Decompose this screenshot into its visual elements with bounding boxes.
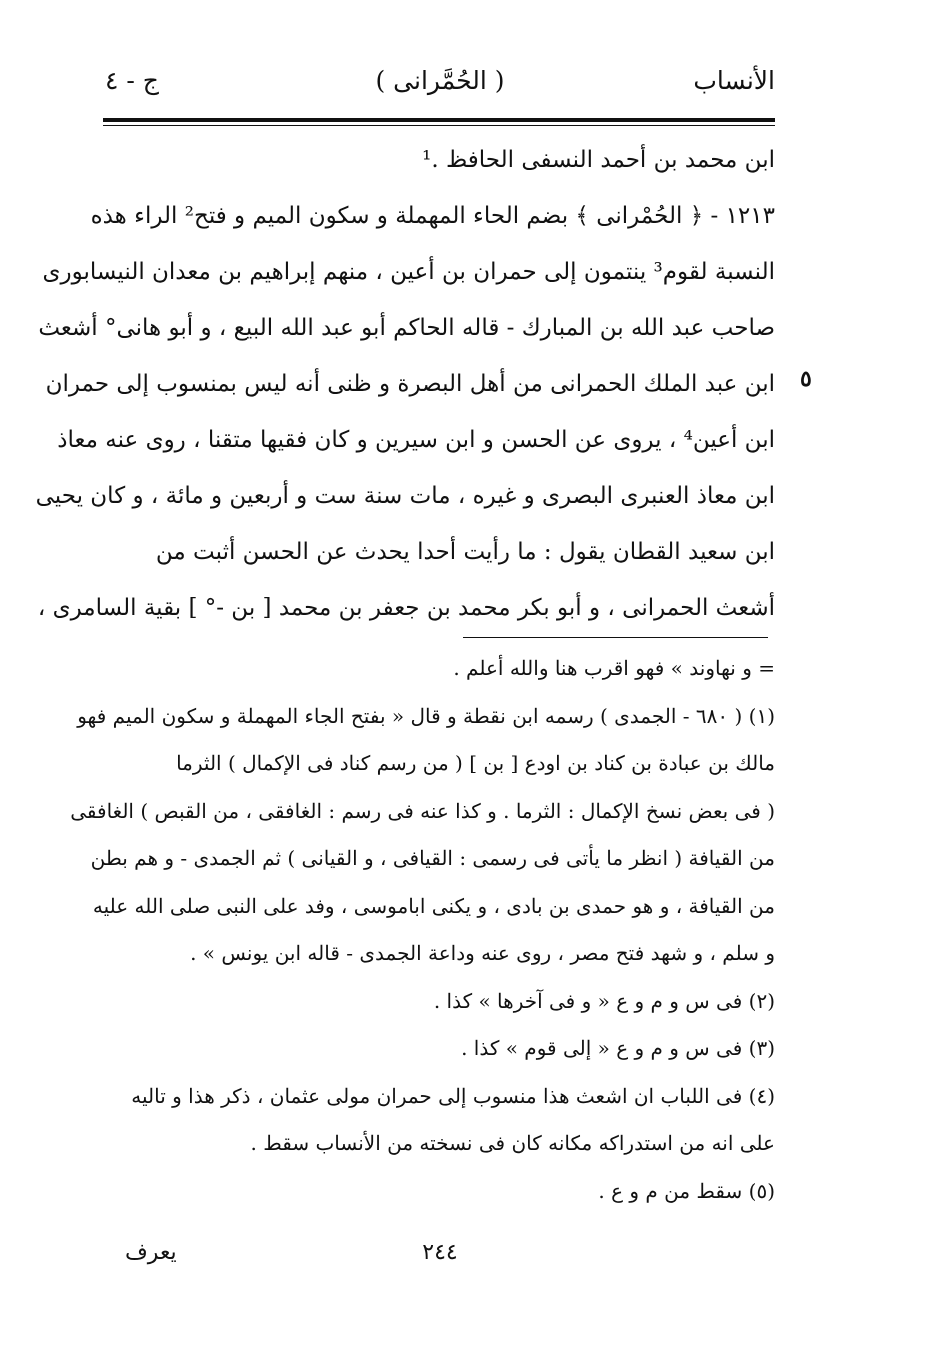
text-line: ابن محمد بن أحمد النسفى الحافظ .¹: [422, 147, 775, 173]
margin-line-number: ٥: [800, 366, 812, 392]
footnote-line: مالك بن عبادة بن كناد بن اودع [ بن ] ( من رسم كناد فى الإكمال ) الثرما: [176, 751, 775, 775]
header-rule-thin: [103, 125, 775, 126]
footnote-line: ( فى بعض نسخ الإكمال : الثرما . و كذا عنه فى رسم : الغافقى ، من القبص ) الغافقى: [70, 798, 775, 823]
book-title: الأنساب: [693, 66, 775, 95]
footnote-line: من القيافة ( انظر ما يأتى فى رسمى : القيافى ، و القيانى ) ثم الجمدى - و هم بطن: [90, 846, 775, 870]
text-line: ١٢١٣ - ﴿ الحُمْرانى ﴾ بضم الحاء المهملة و سكون الميم و فتح² الراء هذه: [90, 203, 775, 229]
text-line: أشعث الحمرانى ، و أبو بكر محمد بن جعفر بن محمد [ بن -° ] بقية السامرى ،: [37, 595, 775, 621]
text-line: ابن معاذ العنبرى البصرى و غيره ، مات سنة ست و أربعين و مائة ، و كان يحيى: [35, 483, 775, 509]
footnote-line: على انه من استدراكه مكانه كان فى نسخته من الأنساب سقط .: [250, 1131, 775, 1155]
footnote-line: (٤) فى اللباب ان اشعث هذا منسوب إلى حمران مولى عثمان ، ذكر هذا و تاليه: [131, 1083, 775, 1108]
footnote-line: (٢) فى س و م و ع « و فى آخرها » كذا .: [433, 988, 775, 1013]
footnotes: [70, 645, 775, 1215]
footnote-line: من القيافة ، و هو حمدى بن بادى ، و يكنى اباموسى ، وفد على النبى صلى الله عليه: [92, 893, 775, 918]
catchword: يعرف: [125, 1240, 177, 1265]
main-text: [35, 132, 775, 636]
footnote-line: = و نهاوند » فهو اقرب هنا والله أعلم .: [453, 656, 775, 680]
page-number: ٢٤٤: [422, 1240, 458, 1265]
footnote-line: (٣) فى س و م و ع « إلى قوم » كذا .: [461, 1036, 775, 1060]
text-line: صاحب عبد الله بن المبارك - قاله الحاكم أبو عبد الله البيع ، و أبو هانى° أشعث: [38, 315, 775, 341]
text-line: النسبة لقوم³ ينتمون إلى حمران بن أعين ، منهم إبراهيم بن معدان النيسابورى: [42, 259, 775, 285]
page-footer: [105, 1240, 775, 1280]
footnote-line: (٥) سقط من م و ع .: [598, 1178, 775, 1203]
volume-label: ج - ٤: [105, 66, 159, 95]
running-title: ( الحُمَّرانى ): [375, 66, 505, 95]
footnote-line: (١) ( ٦٨٠ - الجمدى ) رسمه ابن نقطة و قال « بفتح الجاء المهملة و سكون الميم فهو: [77, 703, 775, 728]
header-rule: [103, 118, 775, 122]
text-line: ابن عبد الملك الحمرانى من أهل البصرة و ظنى أنه ليس بمنسوب إلى حمران: [45, 371, 775, 397]
footnote-line: و سلم ، و شهد فتح مصر ، روى عنه وداعة الجمدى - قاله ابن يونس » .: [190, 941, 775, 965]
text-line: ابن سعيد القطان يقول : ما رأيت أحدا يحدث عن الحسن أثبت من: [155, 539, 775, 565]
footnote-separator: [463, 637, 768, 638]
text-line: ابن أعين⁴ ، يروى عن الحسن و ابن سيرين و كان فقيها متقنا ، روى عنه معاذ: [57, 427, 775, 453]
page-header: [105, 66, 775, 106]
